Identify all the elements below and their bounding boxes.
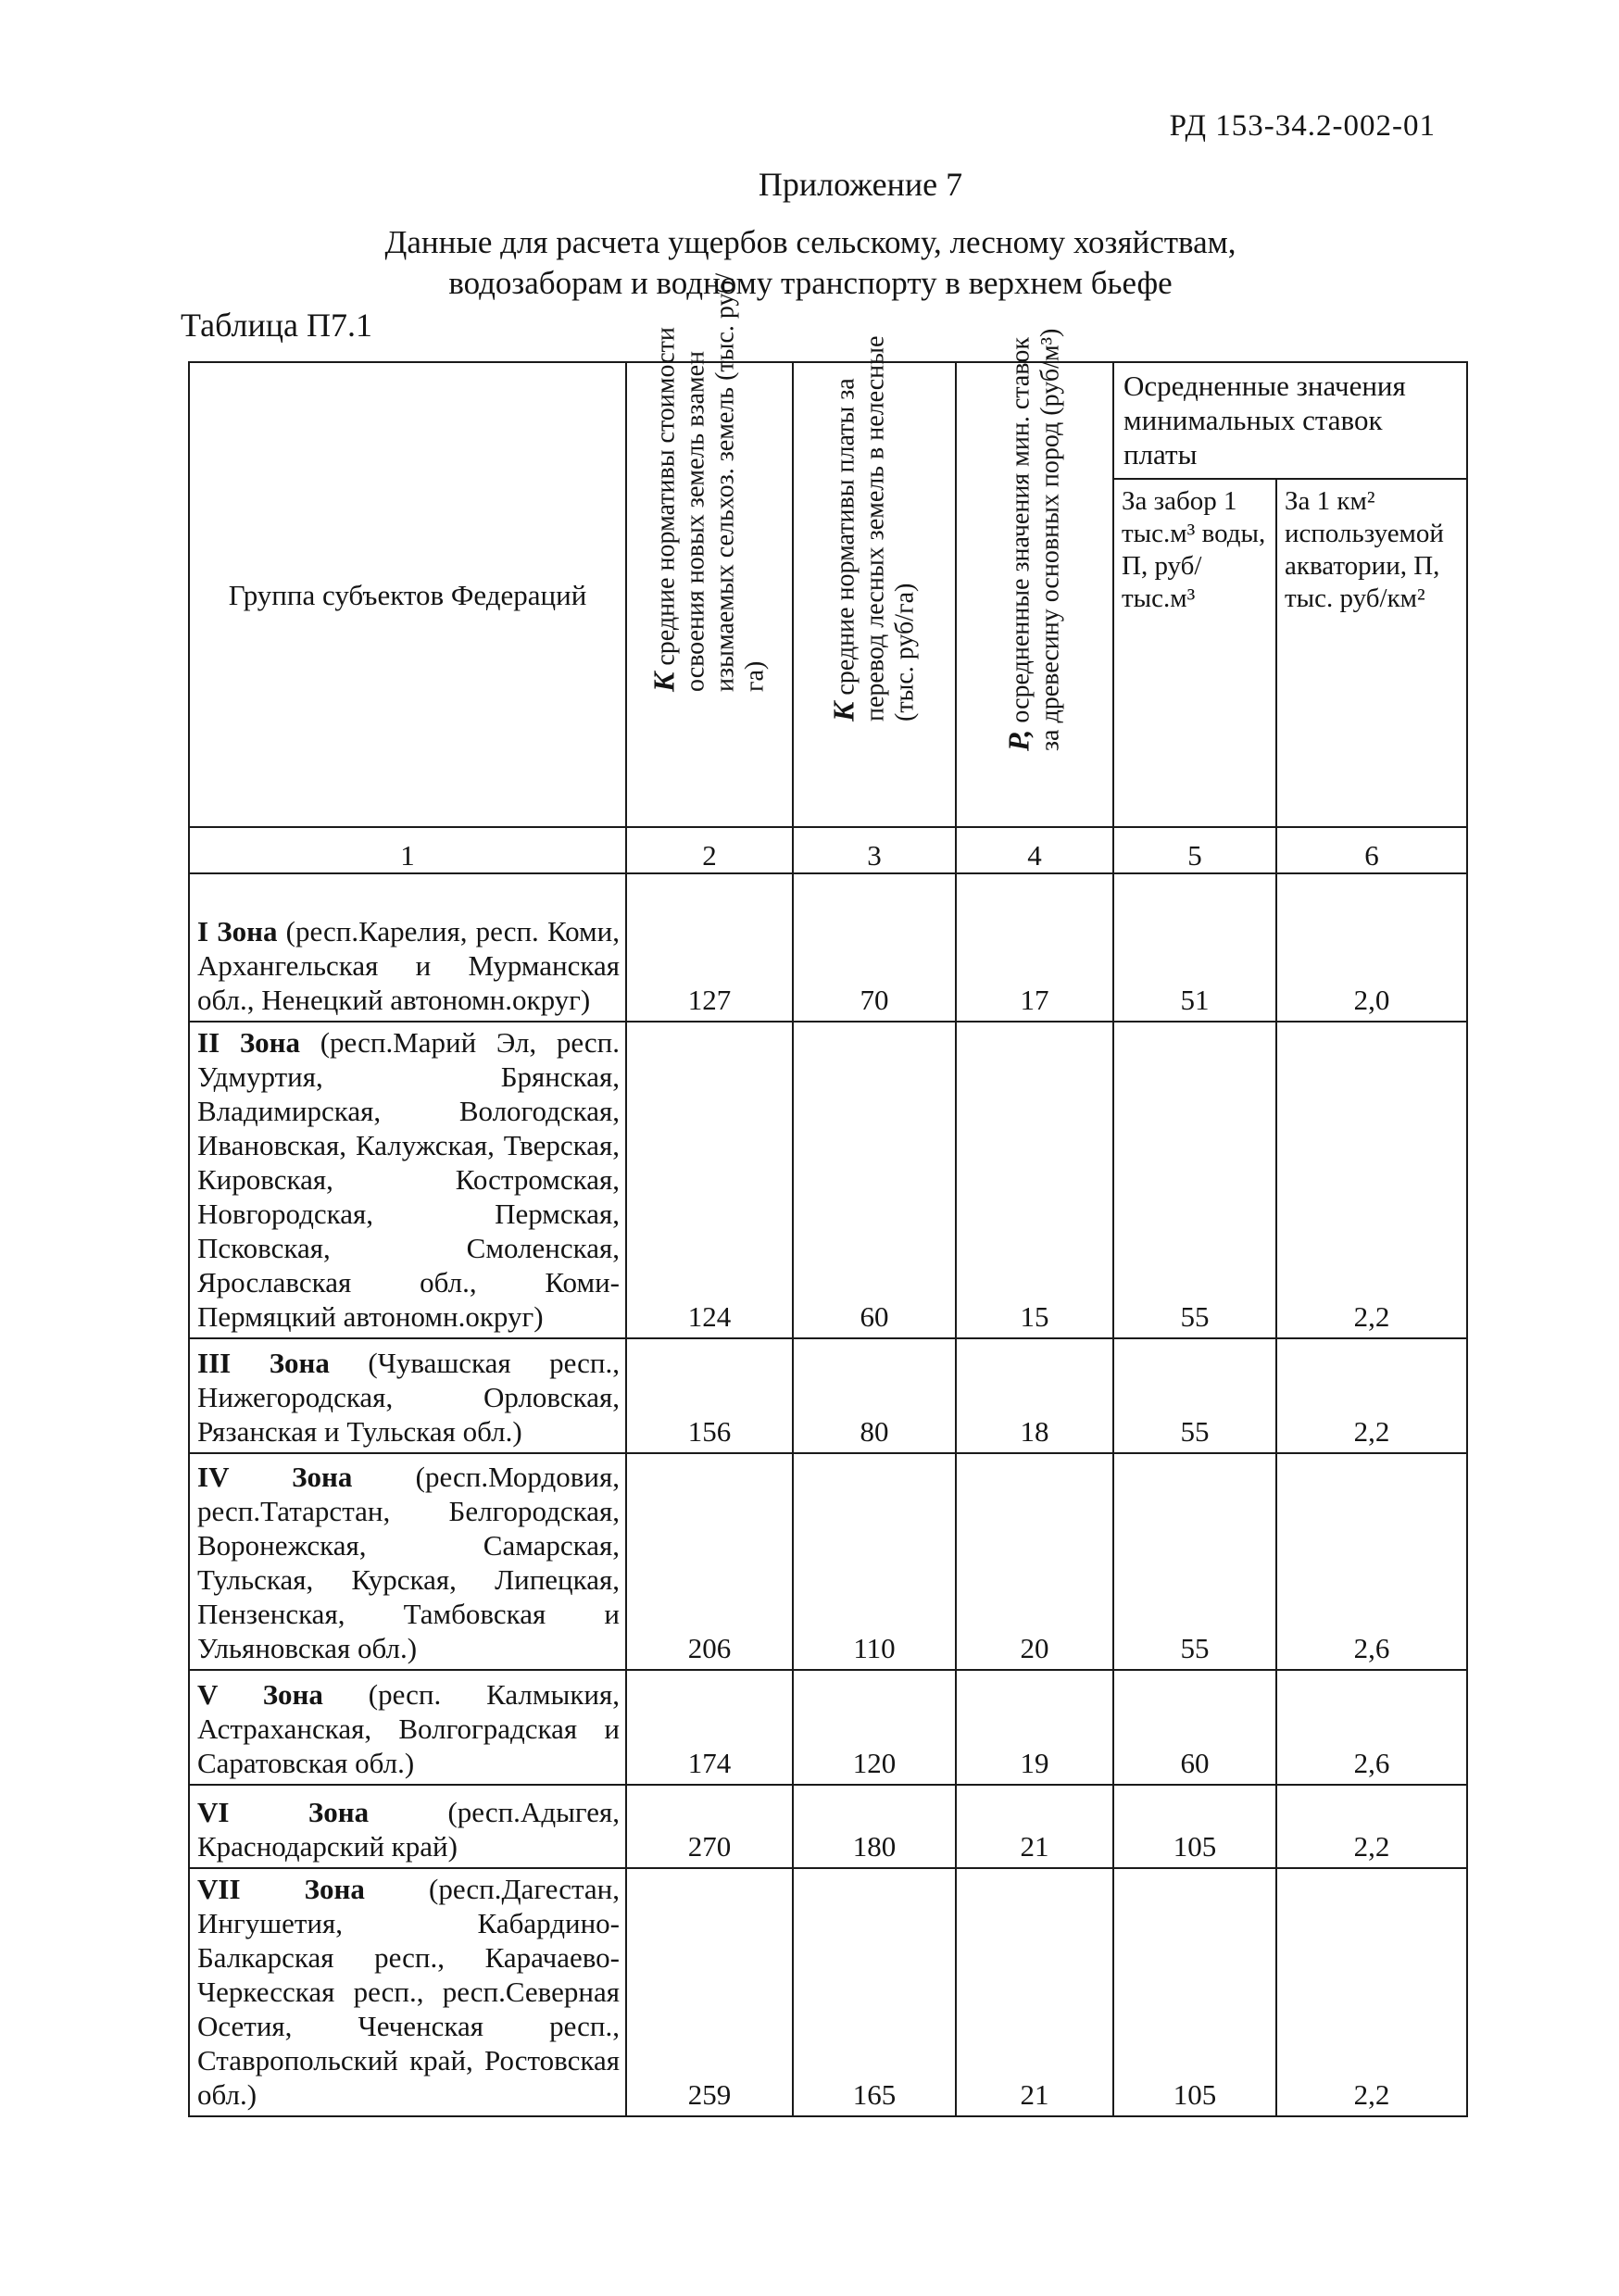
- value-col-5: 105: [1113, 1868, 1276, 2116]
- zone-cell: [189, 1785, 626, 1868]
- zone-regions: (Чувашская респ., Нижегородская, Орловская, Рязанская и Тульская обл.): [197, 1347, 620, 1448]
- col-number-5: 5: [1113, 827, 1276, 873]
- value-col-3: 180: [793, 1785, 956, 1868]
- value-col-6: 2,0: [1276, 873, 1467, 1022]
- col5-header-text: За забор 1 тыс.м³ воды, П, руб/тыс.м³: [1122, 486, 1266, 613]
- col-header-4: [956, 328, 1113, 827]
- zone-name: V Зона: [197, 1678, 323, 1711]
- table-row: [189, 1785, 1467, 1868]
- value-col-3: 60: [793, 1022, 956, 1338]
- table-row: [189, 873, 1467, 1022]
- col-number-3: 3: [793, 827, 956, 873]
- zone-cell: [189, 873, 626, 1022]
- title-line-1: Данные для расчета ущербов сельскому, лесному хозяйствам,: [384, 224, 1236, 260]
- col6-header-text: За 1 км² используемой акватории, П, тыс. руб/км²: [1285, 486, 1444, 613]
- value-col-3: 165: [793, 1868, 956, 2116]
- col-number-2: 2: [626, 827, 793, 873]
- col2-symbol: K: [646, 671, 681, 692]
- appendix-label: Приложение 7: [758, 166, 963, 203]
- value-col-3: 80: [793, 1338, 956, 1453]
- value-col-3: 120: [793, 1670, 956, 1785]
- value-col-2: 127: [626, 873, 793, 1022]
- column-number-row: [189, 827, 1467, 873]
- table-row: [189, 1022, 1467, 1338]
- value-col-4: 21: [956, 1785, 1113, 1868]
- value-col-2: 270: [626, 1785, 793, 1868]
- value-col-4: 15: [956, 1022, 1113, 1338]
- group-header: [1113, 362, 1467, 479]
- value-col-4: 21: [956, 1868, 1113, 2116]
- value-col-6: 2,2: [1276, 1785, 1467, 1868]
- value-col-6: 2,6: [1276, 1670, 1467, 1785]
- value-col-6: 2,6: [1276, 1453, 1467, 1670]
- zone-name: I Зона: [197, 915, 278, 947]
- value-col-3: 70: [793, 873, 956, 1022]
- col-number-1: 1: [189, 827, 626, 873]
- table-row: [189, 1338, 1467, 1453]
- table-title: [241, 222, 1380, 304]
- zone-regions: (респ.Карелия, респ. Коми, Архангельская и Мурманская обл., Ненецкий автономн.округ): [197, 915, 620, 1016]
- zone-name: III Зона: [197, 1347, 330, 1379]
- zone-name: VII Зона: [197, 1873, 365, 1905]
- zone-name: VI Зона: [197, 1796, 370, 1828]
- document-code: РД 153-34.2-002-01: [1169, 109, 1436, 143]
- value-col-4: 18: [956, 1338, 1113, 1453]
- zone-cell: [189, 1453, 626, 1670]
- zone-cell: [189, 1338, 626, 1453]
- zone-regions: (респ. Калмыкия, Астраханская, Волгоградская и Саратовская обл.): [197, 1678, 620, 1779]
- zone-regions: (респ.Марий Эл, респ. Удмуртия, Брянская, Владимирская, Вологодская, Ивановская, Калужская, Тверская, Кировская, Костромская, Новгородская, Пермская, Псковская, Смоленская, Ярославская обл., Коми-Пермяцкий автономн.округ): [197, 1026, 620, 1333]
- value-col-3: 110: [793, 1453, 956, 1670]
- table-row: [189, 1868, 1467, 2116]
- value-col-2: 124: [626, 1022, 793, 1338]
- col-header-6: [1276, 479, 1467, 827]
- zone-name: IV Зона: [197, 1461, 353, 1493]
- title-line-2: водозаборам и водному транспорту в верхнем бьефе: [448, 265, 1173, 301]
- zone-cell: [189, 1022, 626, 1338]
- header-row-1: [189, 362, 1467, 479]
- zone-regions: (респ.Мордовия, респ.Татарстан, Белгородская, Воронежская, Самарская, Тульская, Курская, Липецкая, Пензенская, Тамбовская и Ульяновская обл.): [197, 1461, 620, 1664]
- value-col-5: 105: [1113, 1785, 1276, 1868]
- col2-header-text: средние нормативы стоимости освоения новых земель взамен изымаемых сельхоз. земель (тыс. руб/га): [651, 272, 770, 692]
- value-col-2: 206: [626, 1453, 793, 1670]
- col-header-subjects: [189, 362, 626, 827]
- value-col-4: 19: [956, 1670, 1113, 1785]
- group-header-text: Осредненные значения минимальных ставок платы: [1123, 370, 1406, 470]
- zone-cell: [189, 1670, 626, 1785]
- zone-regions: (респ.Дагестан, Ингушетия, Кабардино-Балкарская респ., Карачаево-Черкесская респ., респ.Северная Осетия, Чеченская респ., Ставропольский край, Ростовская обл.): [197, 1873, 620, 2111]
- col-number-4: 4: [956, 827, 1113, 873]
- col3-symbol: K: [826, 701, 860, 721]
- col-header-2: [626, 272, 793, 827]
- zone-cell: [189, 1868, 626, 2116]
- value-col-4: 17: [956, 873, 1113, 1022]
- value-col-2: 259: [626, 1868, 793, 2116]
- value-col-6: 2,2: [1276, 1022, 1467, 1338]
- col-header-3: [793, 335, 956, 827]
- col-header-5: [1113, 479, 1276, 827]
- value-col-6: 2,2: [1276, 1338, 1467, 1453]
- value-col-4: 20: [956, 1453, 1113, 1670]
- value-col-5: 51: [1113, 873, 1276, 1022]
- value-col-5: 55: [1113, 1453, 1276, 1670]
- value-col-5: 55: [1113, 1022, 1276, 1338]
- table-label: Таблица П7.1: [181, 307, 372, 344]
- table-row: [189, 1453, 1467, 1670]
- col4-symbol: P,: [1001, 729, 1035, 751]
- value-col-5: 60: [1113, 1670, 1276, 1785]
- table-row: [189, 1670, 1467, 1785]
- value-col-6: 2,2: [1276, 1868, 1467, 2116]
- zone-name: II Зона: [197, 1026, 301, 1059]
- col-number-6: 6: [1276, 827, 1467, 873]
- zone-regions: (респ.Адыгея, Краснодарский край): [197, 1796, 620, 1863]
- value-col-2: 174: [626, 1670, 793, 1785]
- col4-header-text: осредненные значения мин. ставок за древесину основных пород (руб/м³): [1006, 328, 1065, 751]
- value-col-5: 55: [1113, 1338, 1276, 1453]
- col3-header-text: средние нормативы платы за перевод лесных земель в нелесные (тыс. руб/га): [831, 335, 920, 721]
- col1-header-text: Группа субъектов Федераций: [228, 578, 587, 611]
- value-col-2: 156: [626, 1338, 793, 1453]
